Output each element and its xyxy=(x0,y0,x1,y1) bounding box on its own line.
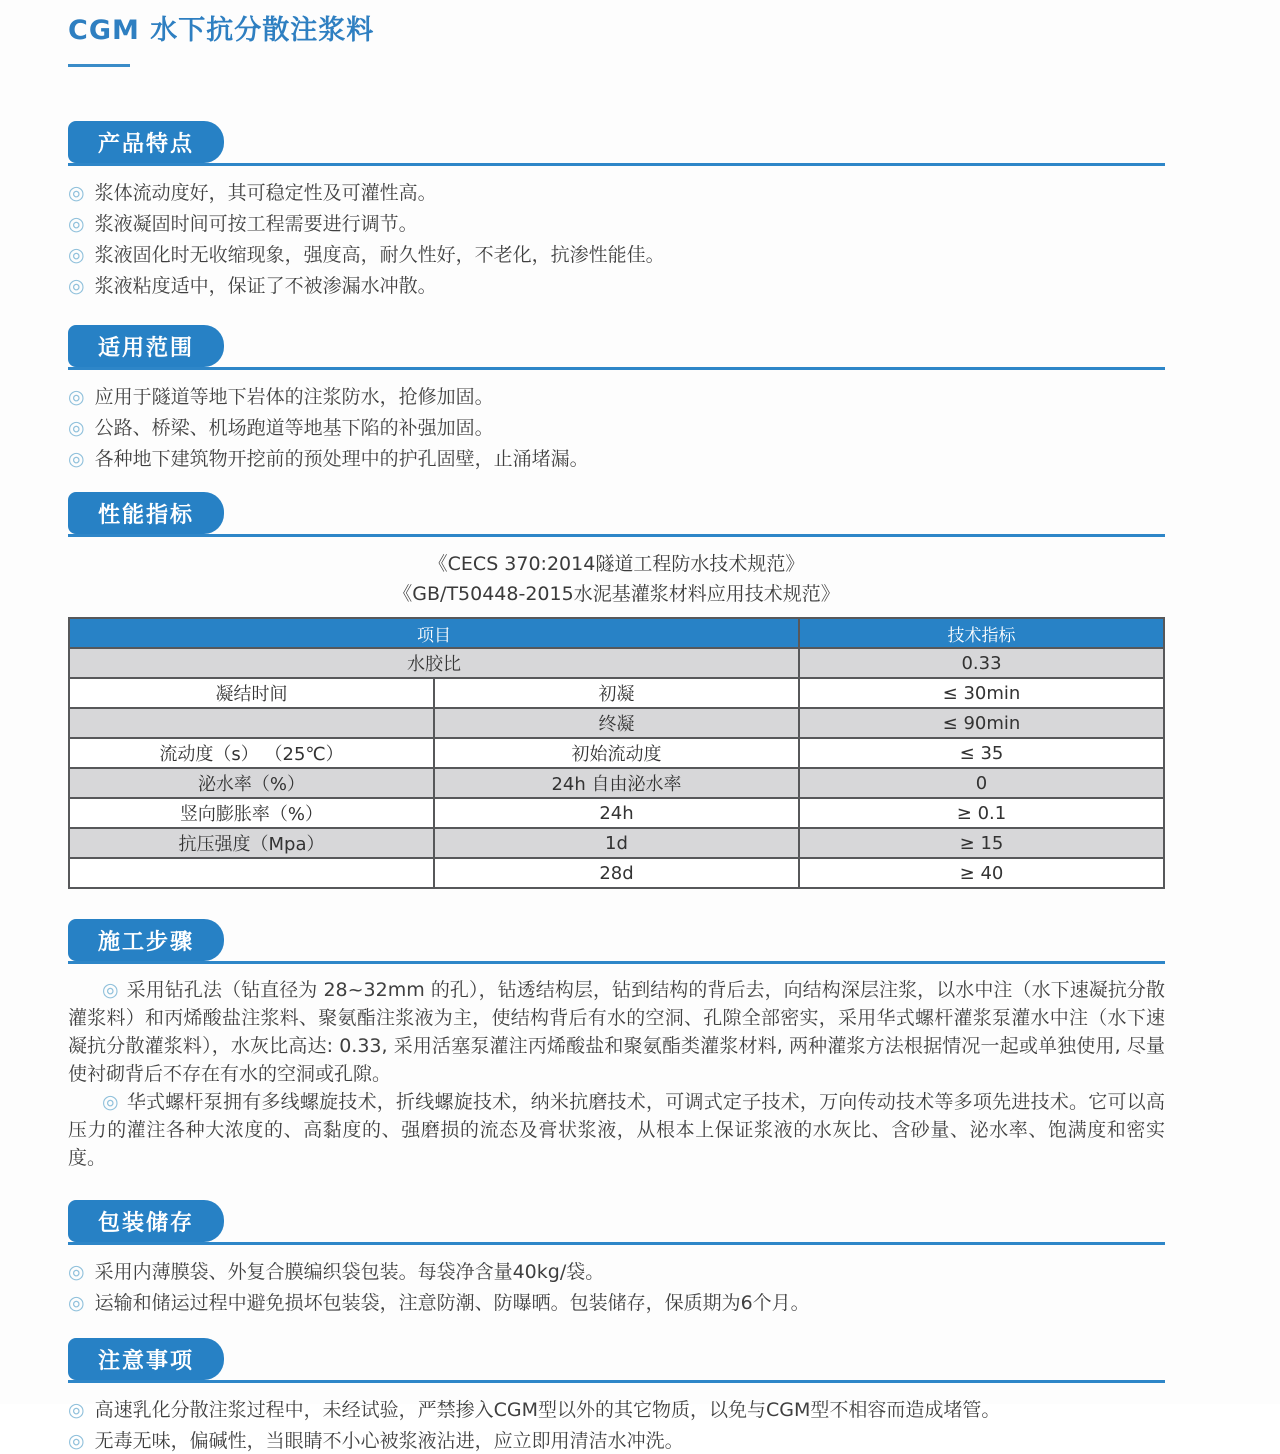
section-heading-rule xyxy=(68,1200,1165,1245)
table-cell: ≥ 15 xyxy=(799,828,1164,858)
bullet-icon: ◎ xyxy=(102,1091,119,1113)
table-row xyxy=(69,828,1164,858)
table-row xyxy=(69,678,1164,708)
list-item xyxy=(68,242,1165,268)
construction-paragraphs xyxy=(68,976,1165,1172)
table-cell: 泌水率（%） xyxy=(69,768,434,798)
list-item-text: 各种地下建筑物开挖前的预处理中的护孔固壁，止涌堵漏。 xyxy=(94,448,589,470)
section-heading-rule xyxy=(68,1338,1165,1383)
table-row xyxy=(69,738,1164,768)
bullet-icon: ◎ xyxy=(68,417,85,439)
features-list xyxy=(68,180,1165,299)
list-item xyxy=(68,1259,1165,1285)
scope-list xyxy=(68,384,1165,472)
table-cell: 初始流动度 xyxy=(434,738,799,768)
table-row xyxy=(69,858,1164,888)
list-item xyxy=(68,446,1165,472)
table-cell: ≤ 30min xyxy=(799,678,1164,708)
table-row xyxy=(69,768,1164,798)
doc-header xyxy=(68,14,1165,67)
table-cell: 28d xyxy=(434,858,799,888)
section-packaging-storage xyxy=(68,1200,1165,1316)
paragraph xyxy=(68,1088,1165,1172)
bullet-icon: ◎ xyxy=(68,182,85,204)
list-item-text: 应用于隧道等地下岩体的注浆防水，抢修加固。 xyxy=(94,386,494,408)
list-item xyxy=(68,273,1165,299)
section-heading-badge-scope: 适用范围 xyxy=(68,325,224,367)
page-title: CGM 水下抗分散注浆料 xyxy=(68,15,375,46)
list-item-text: 浆液凝固时间可按工程需要进行调节。 xyxy=(94,213,418,235)
list-item-text: 浆液粘度适中，保证了不被渗漏水冲散。 xyxy=(94,275,437,297)
section-precautions xyxy=(68,1338,1165,1454)
table-cell: 终凝 xyxy=(434,708,799,738)
table-cell: ≤ 90min xyxy=(799,708,1164,738)
list-item-text: 公路、桥梁、机场跑道等地基下陷的补强加固。 xyxy=(94,417,494,439)
list-item xyxy=(68,384,1165,410)
performance-table xyxy=(68,617,1165,889)
section-heading-rule xyxy=(68,492,1165,537)
table-cell: 0.33 xyxy=(799,648,1164,678)
table-cell: 抗压强度（Mpa） xyxy=(69,828,434,858)
paragraph-text: 华式螺杆泵拥有多线螺旋技术，折线螺旋技术，纳米抗磨技术，可调式定子技术，万向传动技术等多项先进技术。它可以高压力的灌注各种大浓度的、高黏度的、强磨损的流态及膏状浆液，从根本上保证浆液的水灰比、含砂量、泌水率、饱满度和密实度。 xyxy=(68,1091,1165,1169)
section-heading-badge-construction: 施工步骤 xyxy=(68,919,224,961)
section-heading-rule xyxy=(68,919,1165,964)
table-cell: 24h xyxy=(434,798,799,828)
standard-reference-line: 《CECS 370:2014隧道工程防水技术规范》 xyxy=(428,553,805,575)
table-cell: 凝结时间 xyxy=(69,678,434,708)
table-cell xyxy=(69,708,434,738)
table-cell: ≥ 40 xyxy=(799,858,1164,888)
standards-references xyxy=(68,549,1165,609)
paragraph-text: 采用钻孔法（钻直径为 28~32mm 的孔），钻透结构层，钻到结构的背后去，向结构深层注浆，以水中注（水下速凝抗分散灌浆料）和丙烯酸盐注浆料、聚氨酯注浆液为主，使结构背后有水的空洞、孔隙全部密实，采用华式螺杆灌浆泵灌水中注（水下速凝抗分散灌浆料），水灰比高达: 0.33, 采用活塞泵灌注丙烯酸盐和聚氨酯类灌浆材料, 两种灌浆方法根据情况一起或单独使用, 尽量使衬砌背后不存在有水的空洞或孔隙。 xyxy=(68,979,1165,1085)
list-item xyxy=(68,180,1165,206)
bullet-icon: ◎ xyxy=(68,244,85,266)
list-item xyxy=(68,1428,1165,1454)
table-cell: 1d xyxy=(434,828,799,858)
table-header-row xyxy=(69,618,1164,648)
table-cell: 24h 自由泌水率 xyxy=(434,768,799,798)
section-heading-rule xyxy=(68,121,1165,166)
bullet-icon: ◎ xyxy=(68,448,85,470)
table-cell: 水胶比 xyxy=(69,648,799,678)
table-row xyxy=(69,798,1164,828)
table-cell: ≤ 35 xyxy=(799,738,1164,768)
section-heading-badge-performance: 性能指标 xyxy=(68,492,224,534)
list-item-text: 浆体流动度好，其可稳定性及可灌性高。 xyxy=(94,182,437,204)
table-row xyxy=(69,648,1164,678)
section-heading-badge-packaging: 包装储存 xyxy=(68,1200,224,1242)
section-product-features xyxy=(68,121,1165,299)
table-cell: ≥ 0.1 xyxy=(799,798,1164,828)
table-cell xyxy=(69,858,434,888)
section-construction-steps xyxy=(68,919,1165,1172)
bullet-icon: ◎ xyxy=(68,1399,85,1421)
paragraph xyxy=(68,976,1165,1088)
bullet-icon: ◎ xyxy=(102,979,119,1001)
bullet-icon: ◎ xyxy=(68,1292,85,1314)
table-cell: 0 xyxy=(799,768,1164,798)
bullet-icon: ◎ xyxy=(68,386,85,408)
bullet-icon: ◎ xyxy=(68,275,85,297)
page-content xyxy=(68,14,1165,1454)
list-item-text: 高速乳化分散注浆过程中，未经试验，严禁掺入CGM型以外的其它物质，以免与CGM型不相容而造成堵管。 xyxy=(94,1399,1001,1421)
section-heading-badge-precautions: 注意事项 xyxy=(68,1338,224,1380)
table-cell: 流动度（s） （25℃） xyxy=(69,738,434,768)
list-item xyxy=(68,211,1165,237)
bullet-icon: ◎ xyxy=(68,1261,85,1283)
list-item xyxy=(68,1397,1165,1423)
bullet-icon: ◎ xyxy=(68,1430,85,1452)
table-cell: 竖向膨胀率（%） xyxy=(69,798,434,828)
table-header-value: 技术指标 xyxy=(799,618,1164,648)
bullet-icon: ◎ xyxy=(68,213,85,235)
list-item-text: 浆液固化时无收缩现象，强度高，耐久性好，不老化，抗渗性能佳。 xyxy=(94,244,665,266)
section-performance-indicators xyxy=(68,492,1165,889)
title-underline-rule xyxy=(68,64,130,67)
precautions-list xyxy=(68,1397,1165,1454)
table-header-item: 项目 xyxy=(69,618,799,648)
section-heading-badge-features: 产品特点 xyxy=(68,121,224,163)
list-item-text: 无毒无味，偏碱性，当眼睛不小心被浆液沾进，应立即用清洁水冲洗。 xyxy=(94,1430,684,1452)
table-cell: 初凝 xyxy=(434,678,799,708)
section-application-scope xyxy=(68,325,1165,472)
list-item-text: 采用内薄膜袋、外复合膜编织袋包装。每袋净含量40kg/袋。 xyxy=(94,1261,605,1283)
list-item-text: 运输和储运过程中避免损坏包装袋，注意防潮、防曝晒。包装储存，保质期为6个月。 xyxy=(94,1292,810,1314)
standard-reference-line: 《GB/T50448-2015水泥基灌浆材料应用技术规范》 xyxy=(393,583,840,605)
list-item xyxy=(68,1290,1165,1316)
table-row xyxy=(69,708,1164,738)
section-heading-rule xyxy=(68,325,1165,370)
list-item xyxy=(68,415,1165,441)
packaging-list xyxy=(68,1259,1165,1316)
